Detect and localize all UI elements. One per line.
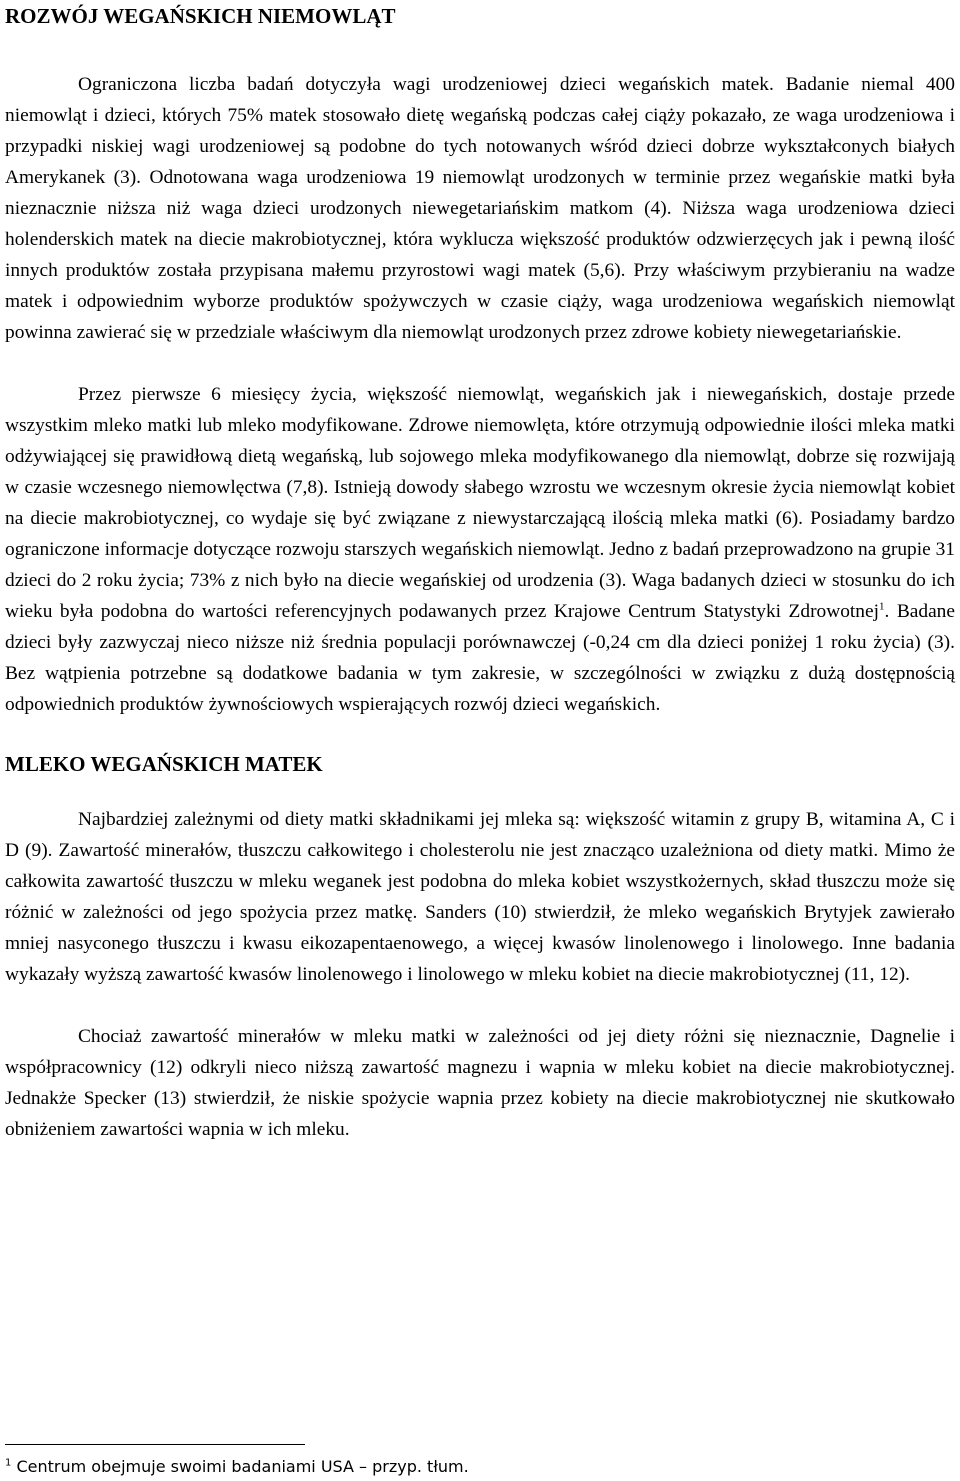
section-title-vegan-mothers-milk: MLEKO WEGAŃSKICH MATEK <box>5 752 323 776</box>
paragraph-milk-minerals: Chociaż zawartość minerałów w mleku matki w zależności od jej diety różni się nieznacznie, Dagnelie i współpracownicy (12) odkryli nieco niższą zawartość magnezu i wapnia w mleku kobiet na diecie makrobiotycznej. Jednakże Specker (13) stwierdził, że niskie spożycie wapnia przez kobiety na diecie makrobiotycznej nie skutkowało obniżeniem zawartości wapnia w ich mleku. <box>5 1026 955 1140</box>
footnote-number: 1 <box>5 1457 12 1469</box>
footnote <box>5 1457 469 1477</box>
paragraph-birth-weight: Ograniczona liczba badań dotyczyła wagi urodzeniowej dzieci wegańskich matek. Badanie niemal 400 niemowląt i dzieci, których 75% matek stosowało dietę wegańską podczas całej ciąży pokazało, ze waga urodzeniowa i przypadki niskiej wagi urodzeniowej są podobne do tych notowanych wśród dzieci dobrze wykształconych białych Amerykanek (3). Odnotowana waga urodzeniowa 19 niemowląt urodzonych w terminie przez wegańskie matki była nieznacznie niższa niż waga dzieci urodzonych niewegetariańskim matkom (4). Niższa waga urodzeniowa dzieci holenderskich matek na diecie makrobiotycznej, która wyklucza większość produktów odzwierzęcych jak i pewną ilość innych produktów została przypisana małemu przyrostowi wagi matek (5,6). Przy właściwym przybieraniu na wadze matek i odpowiednim wyborze produktów spożywczych w czasie ciąży, waga urodzeniowa wegańskich niemowląt powinna zawierać się w przedziale właściwym dla niemowląt urodzonych przez zdrowe kobiety niewegetariańskie. <box>5 74 955 343</box>
paragraph-early-growth-part1: Przez pierwsze 6 miesięcy życia, większość niemowląt, wegańskich jak i niewegańskich, dostaje przede wszystkim mleko matki lub mleko modyfikowane. Zdrowe niemowlęta, które otrzymują odpowiednie ilości mleka matki odżywiającej się prawidłową dietą wegańską, lub sojowego mleka modyfikowanego dla niemowląt, dobrze się rozwijają w czasie wczesnego niemowlęctwa (7,8). Istnieją dowody słabego wzrostu we wczesnym okresie życia niemowląt kobiet na diecie makrobiotycznej, co wydaje się być związane z niewystarczającą ilością mleka matki (6). Posiadamy bardzo ograniczone informacje dotyczące rozwoju starszych wegańskich niemowląt. Jedno z badań przeprowadzono na grupie 31 dzieci do 2 roku życia; 73% z nich było na diecie wegańskiej od urodzenia (3). Waga badanych dzieci w stosunku do ich wieku była podobna do wartości referencyjnych podawanych przez Krajowe Centrum Statystyki Zdrowotnej <box>5 384 955 622</box>
section-title-infant-development: ROZWÓJ WEGAŃSKICH NIEMOWLĄT <box>5 4 396 28</box>
paragraph-milk-composition: Najbardziej zależnymi od diety matki składnikami jej mleka są: większość witamin z grupy B, witamina A, C i D (9). Zawartość minerałów, tłuszczu całkowitego i cholesterolu nie jest znacząco uzależniona od diety matki. Mimo że całkowita zawartość tłuszczu w mleku weganek jest podobna do mleka kobiet wszystkożernych, skład tłuszczu może się różnić w zależności od jego spożycia przez matkę. Sanders (10) stwierdził, że mleko wegańskich Brytyjek zawierało mniej nasyconego tłuszczu i kwasu eikozapentaenowego, a więcej kwasów linolenowego i linolowego. Inne badania wykazały wyższą zawartość kwasów linolenowego i linolowego w mleku kobiet na diecie makrobiotycznej (11, 12). <box>5 809 955 985</box>
footnote-reference[interactable]: 1 <box>879 600 885 613</box>
paragraph-early-growth-part2: . Badane dzieci były zazwyczaj nieco niższe niż średnia populacji porównawczej (-0,24 cm dla dzieci poniżej 1 roku życia) (3). Bez wątpienia potrzebne są dodatkowe badania w tym zakresie, w szczególności w związku z dużą dostępnością odpowiednich produktów żywnościowych wspierających rozwój dzieci wegańskich. <box>5 601 955 715</box>
footnote-divider <box>5 1444 305 1445</box>
footnote-text: Centrum obejmuje swoimi badaniami USA – przyp. tłum. <box>16 1457 469 1476</box>
paragraph-early-growth <box>5 379 955 720</box>
document-page <box>5 0 955 1145</box>
